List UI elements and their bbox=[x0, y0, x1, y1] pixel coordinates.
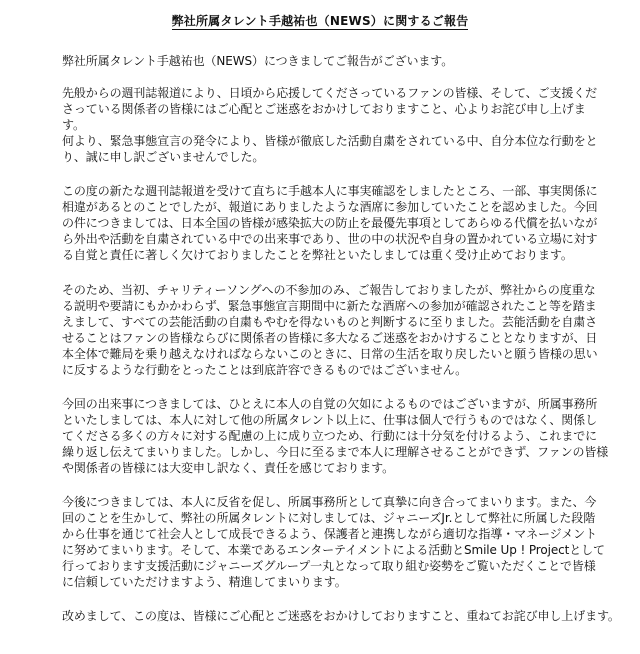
text-line: せることはファンの皆様ならびに関係者の皆様に多大なるご迷惑をおかけすることとなりますが、日 bbox=[62, 331, 598, 345]
text-line: す。 bbox=[62, 118, 85, 132]
text-line: 弊社所属タレント手越祐也（NEWS）につきましてご報告がございます。 bbox=[62, 54, 454, 68]
text-line: といたしましては、本人に対して他の所属タレント以上に、仕事は個人で行うものではなく、関係し bbox=[62, 413, 597, 427]
text-line: や関係者の皆様には大変申し訳なく、責任を感じております。 bbox=[62, 461, 395, 475]
text-line: 今後につきましては、本人に反省を促し、所属事務所として真摯に向き合ってまいります。また、今 bbox=[62, 495, 597, 509]
text-line: る説明や要請にもかかわらず、緊急事態宣言期間中に新たな酒席への参加が確認されたこと等を踏ま bbox=[62, 299, 597, 313]
text-line: から仕事を通じて社会人として成長できるよう、保護者と連携しながら適切な指導・マネージメント bbox=[62, 527, 597, 541]
text-line: 今回の出来事につきましては、ひとえに本人の自覚の欠如によるものではございますが、所属事務所 bbox=[62, 397, 598, 411]
text-line: 相違があるとのことでしたが、報道にありましたような酒席に参加していたことを認めました。今回 bbox=[62, 200, 598, 214]
document-title: 弊社所属タレント手越祐也（NEWS）に関するご報告 bbox=[171, 14, 469, 28]
text-line: 本全体で難局を乗り越えなければならないこのときに、日常の生活を取り戻したいと願う皆様の思い bbox=[62, 347, 598, 361]
text-line: に信頼していただけますよう、精進してまいります。 bbox=[62, 575, 347, 589]
text-line: に努めてまいります。そして、本業であるエンターテイメントによる活動とSmile Up ! Projectとして bbox=[62, 543, 605, 557]
text-line: えまして、すべての芸能活動の自粛もやむを得ないものと判断するに至りました。芸能活動を自粛さ bbox=[62, 315, 598, 329]
text-line: の件につきましては、日本全国の皆様が感染拡大の防止を最優先事項としてあらゆる代償を払いなが bbox=[62, 216, 598, 230]
text-line: 何より、緊急事態宣言の発令により、皆様が徹底した活動自粛をされている中、自分本位な行動をと bbox=[62, 134, 598, 148]
text-line: てくださる多くの方々に対する配慮の上に成り立つため、行動には十分気を付けるよう、これまでに bbox=[62, 429, 598, 443]
text-line: 改めまして、この度は、皆様にご心配とご迷惑をおかけしておりますこと、重ねてお詫び申し上げます。 bbox=[62, 609, 620, 623]
text-line: さっている関係者の皆様にはご心配とご迷惑をおかけしておりますこと、心よりお詫び申し上げま bbox=[62, 102, 586, 116]
text-line: 先般からの週刊誌報道により、日頃から応援してくださっているファンの皆様、そして、ご支援くだ bbox=[62, 86, 598, 100]
text-line: る自覚と責任に著しく欠けておりましたことを弊社といたしましては重く受け止めております。 bbox=[62, 248, 573, 262]
text-line: ら外出や活動を自粛されている中での出来事であり、世の中の状況や自身の置かれている立場に対す bbox=[62, 232, 598, 246]
text-line: り、誠に申し訳ございませんでした。 bbox=[62, 150, 265, 164]
text-line: 回のことを生かして、弊社の所属タレントに対しましては、ジャニーズJr.として弊社に所属した段階 bbox=[62, 511, 596, 525]
text-line: に反するような行動をとったことは到底許容できるものではございません。 bbox=[62, 363, 468, 377]
text-line: そのため、当初、チャリティーソングへの不参加のみ、ご報告しておりましたが、弊社からの度重な bbox=[62, 283, 596, 297]
text-line: 行っております支援活動にジャニーズグループ一丸となって取り組む姿勢をご覧いただくことで皆様 bbox=[62, 559, 596, 573]
text-line: この度の新たな週刊誌報道を受けて直ちに手越本人に事実確認をしましたところ、一部、事実関係に bbox=[62, 184, 598, 198]
text-line: 繰り返し伝えてまいりました。しかし、今日に至るまで本人に理解させることができず、ファンの皆様 bbox=[62, 445, 609, 459]
